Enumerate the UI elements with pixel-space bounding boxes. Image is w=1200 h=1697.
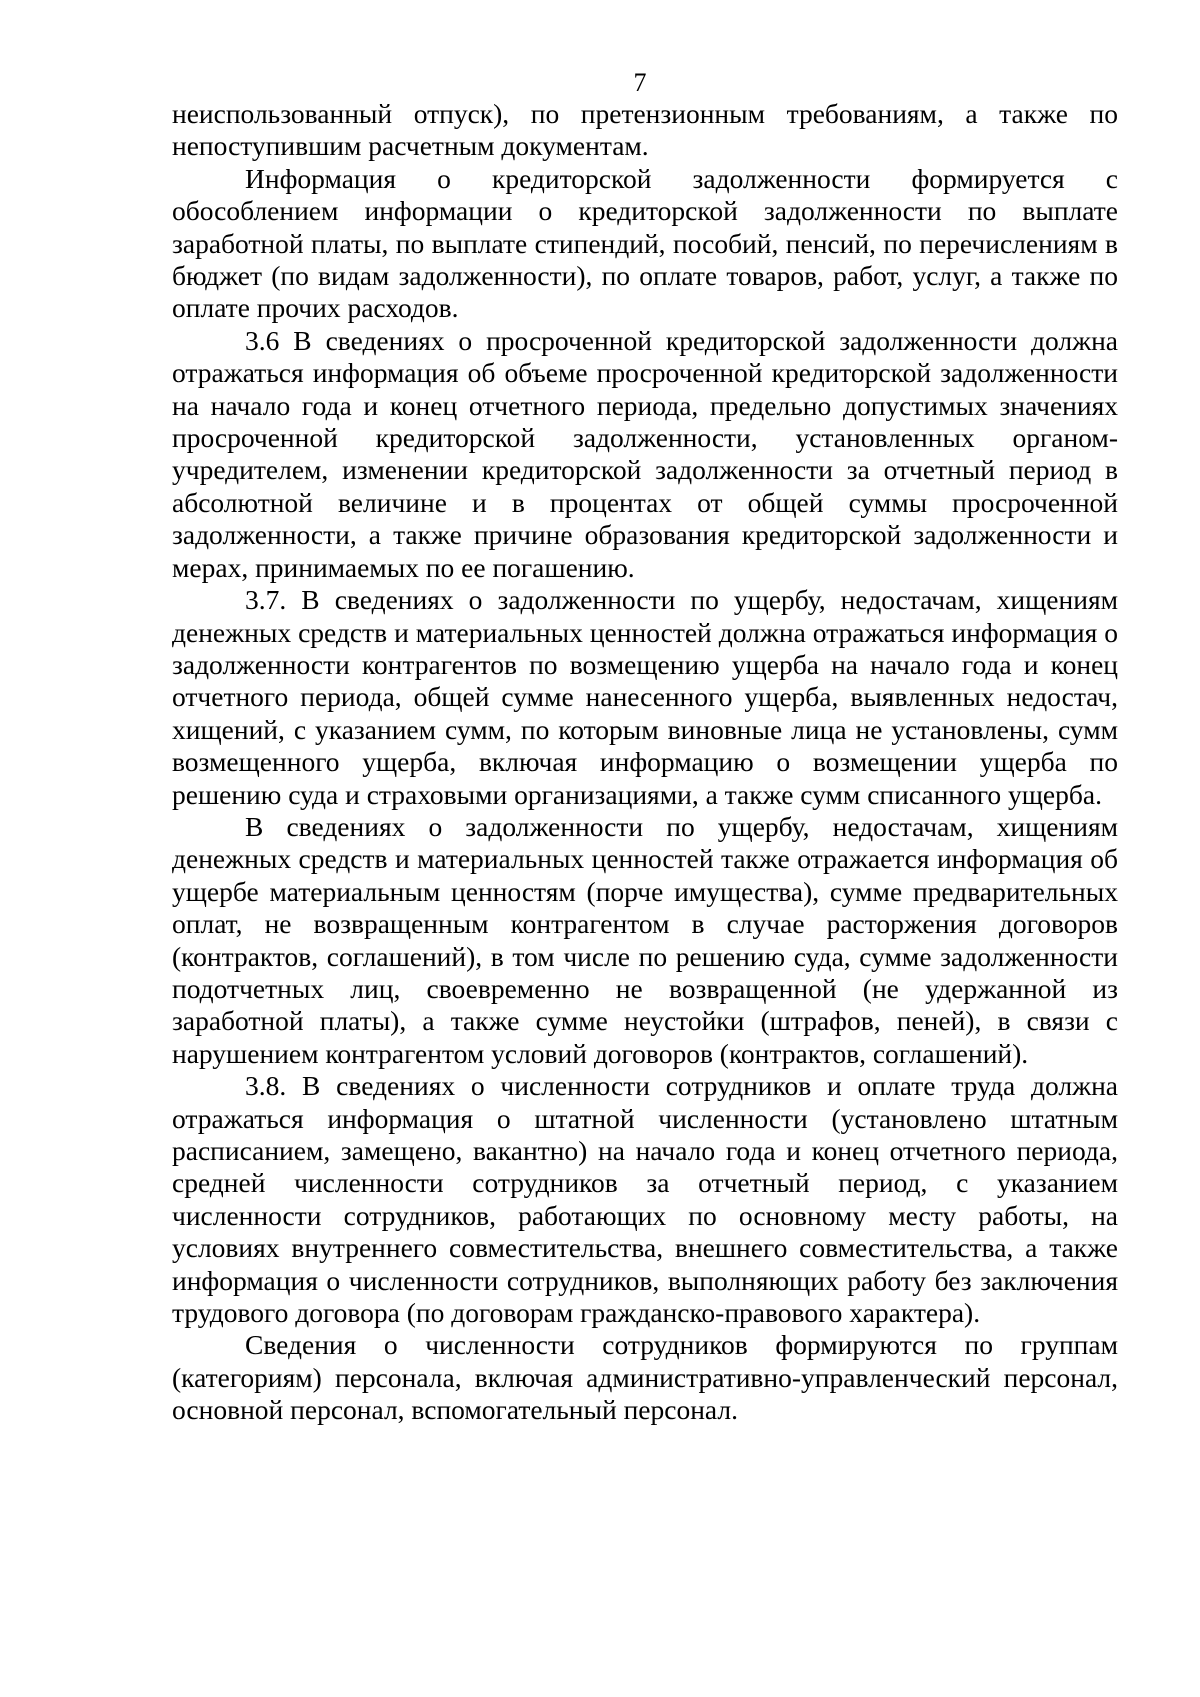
paragraph-5: В сведениях о задолженности по ущербу, недостачам, хищениям денежных средств и материальных ценностей также отражается информация об ущербе материальным ценностям (порче имущества), сумме предварительных оплат, не возвращенным контрагентом в случае расторжения договоров (контрактов, соглашений), в том числе по решению суда, сумме задолженности подотчетных лиц, своевременно не возвращенной (не удержанной из заработной платы), а также сумме неустойки (штрафов, пеней), в связи с нарушением контрагентом условий договоров (контрактов, соглашений). (172, 810, 1118, 1069)
paragraph-4: 3.7. В сведениях о задолженности по ущербу, недостачам, хищениям денежных средств и материальных ценностей должна отражаться информация о задолженности контрагентов по возмещению ущерба на начало года и конец отчетного периода, общей сумме нанесенного ущерба, выявленных недостач, хищений, с указанием сумм, по которым виновные лица не установлены, сумм возмещенного ущерба, включая информацию о возмещении ущерба по решению суда и страховыми организациями, а также сумм списанного ущерба. (172, 584, 1118, 810)
page-number: 7 (633, 68, 647, 97)
paragraph-6: 3.8. В сведениях о численности сотрудников и оплате труда должна отражаться информация о штатной численности (установлено штатным расписанием, замещено, вакантно) на начало года и конец отчетного периода, средней численности сотрудников за отчетный период, с указанием численности сотрудников, работающих по основному месту работы, на условиях внутреннего совместительства, внешнего совместительства, а также информация о численности сотрудников, выполняющих работу без заключения трудового договора (по договорам гражданско-правового характера). (172, 1070, 1118, 1329)
document-body (172, 98, 1118, 1427)
paragraph-1: неиспользованный отпуск), по претензионным требованиям, а также по непоступившим расчетным документам. (172, 98, 1118, 162)
paragraph-7: Сведения о численности сотрудников формируются по группам (категориям) персонала, включая административно-управленческий персонал, основной персонал, вспомогательный персонал. (172, 1329, 1118, 1426)
paragraph-2: Информация о кредиторской задолженности формируется с обособлением информации о кредиторской задолженности по выплате заработной платы, по выплате стипендий, пособий, пенсий, по перечислениям в бюджет (по видам задолженности), по оплате товаров, работ, услуг, а также по оплате прочих расходов. (172, 162, 1118, 324)
paragraph-3: 3.6 В сведениях о просроченной кредиторской задолженности должна отражаться информация об объеме просроченной кредиторской задолженности на начало года и конец отчетного периода, предельно допустимых значениях просроченной кредиторской задолженности, установленных органом-учредителем, изменении кредиторской задолженности за отчетный период в абсолютной величине и в процентах от общей суммы просроченной задолженности, а также причине образования кредиторской задолженности и мерах, принимаемых по ее погашению. (172, 324, 1118, 583)
